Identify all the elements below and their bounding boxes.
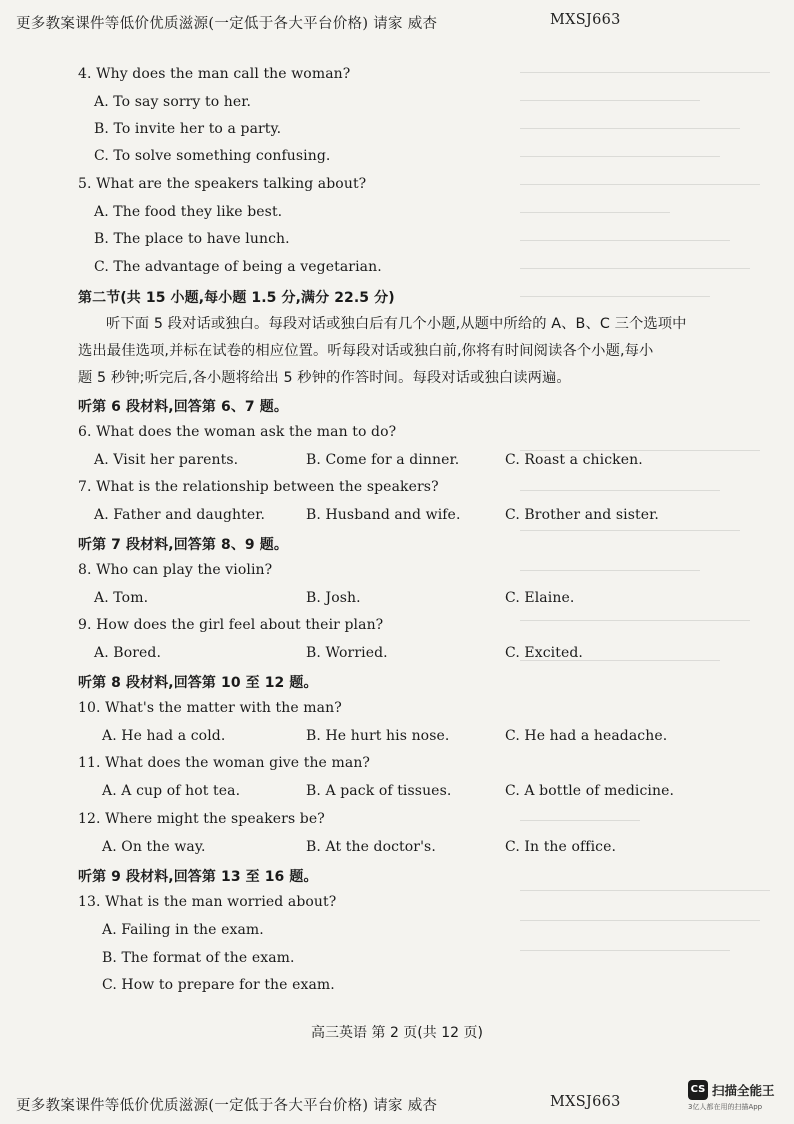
q5-option-c: C. The advantage of being a vegetarian. (94, 259, 382, 275)
question-4: 4. Why does the man call the woman? (78, 66, 351, 82)
q8-option-a: A. Tom. (94, 590, 149, 606)
question-10: 10. What's the matter with the man? (78, 700, 342, 716)
q10-option-b: B. He hurt his nose. (306, 728, 450, 744)
question-7: 7. What is the relationship between the speakers? (78, 479, 439, 495)
material-7-label: 听第 7 段材料,回答第 8、9 题。 (78, 537, 288, 553)
brand-name: 扫描全能王 (712, 1083, 775, 1098)
section-2-title: 第二节(共 15 小题,每小题 1.5 分,满分 22.5 分) (78, 290, 395, 306)
scanner-brand (688, 1080, 792, 1114)
q7-option-b: B. Husband and wife. (306, 507, 461, 523)
top-banner (16, 12, 621, 33)
q9-option-b: B. Worried. (306, 645, 388, 661)
section-2-instructions-3: 题 5 秒钟;听完后,各小题将给出 5 秒钟的作答时间。每段对话或独白读两遍。 (78, 370, 571, 386)
q11-option-b: B. A pack of tissues. (306, 783, 452, 799)
question-11: 11. What does the woman give the man? (78, 755, 371, 771)
q12-option-b: B. At the doctor's. (306, 839, 436, 855)
q6-option-a: A. Visit her parents. (94, 452, 239, 468)
question-6: 6. What does the woman ask the man to do? (78, 424, 397, 440)
q5-option-b: B. The place to have lunch. (94, 231, 290, 247)
material-6-label: 听第 6 段材料,回答第 6、7 题。 (78, 399, 288, 415)
bleed-through-texture (520, 60, 790, 1020)
q8-option-b: B. Josh. (306, 590, 361, 606)
q12-option-a: A. On the way. (102, 839, 206, 855)
q10-option-c: C. He had a headache. (505, 728, 668, 744)
q13-option-b: B. The format of the exam. (102, 950, 295, 966)
material-9-label: 听第 9 段材料,回答第 13 至 16 题。 (78, 869, 318, 885)
q12-option-c: C. In the office. (505, 839, 617, 855)
q4-option-b: B. To invite her to a party. (94, 121, 282, 137)
q11-option-c: C. A bottle of medicine. (505, 783, 675, 799)
camscanner-logo-icon: CS (688, 1080, 708, 1100)
q9-option-c: C. Excited. (505, 645, 583, 661)
material-8-label: 听第 8 段材料,回答第 10 至 12 题。 (78, 675, 318, 691)
q6-option-b: B. Come for a dinner. (306, 452, 460, 468)
question-5: 5. What are the speakers talking about? (78, 176, 367, 192)
q13-option-c: C. How to prepare for the exam. (102, 977, 335, 993)
q4-option-c: C. To solve something confusing. (94, 148, 331, 164)
q8-option-c: C. Elaine. (505, 590, 575, 606)
bottom-banner (16, 1094, 621, 1115)
section-2-instructions-2: 选出最佳选项,并标在试卷的相应位置。听每段对话或独白前,你将有时间阅读各个小题,每小 (78, 343, 654, 359)
q6-option-c: C. Roast a chicken. (505, 452, 643, 468)
section-2-instructions-1: 听下面 5 段对话或独白。每段对话或独白后有几个小题,从题中所给的 A、B、C 三个选项中 (106, 316, 687, 332)
question-13: 13. What is the man worried about? (78, 894, 337, 910)
q11-option-a: A. A cup of hot tea. (102, 783, 241, 799)
q5-option-a: A. The food they like best. (94, 204, 283, 220)
q7-option-a: A. Father and daughter. (94, 507, 266, 523)
question-9: 9. How does the girl feel about their plan? (78, 617, 384, 633)
q4-option-a: A. To say sorry to her. (94, 94, 252, 110)
banner-code: MXSJ663 (550, 12, 621, 28)
q13-option-a: A. Failing in the exam. (102, 922, 264, 938)
question-12: 12. Where might the speakers be? (78, 811, 325, 827)
banner-text: 更多教案课件等低价优质滋源(一定低于各大平台价格) 请家 威杏 (16, 1098, 438, 1114)
q9-option-a: A. Bored. (94, 645, 162, 661)
banner-text: 更多教案课件等低价优质滋源(一定低于各大平台价格) 请家 威杏 (16, 16, 438, 32)
banner-code: MXSJ663 (550, 1094, 621, 1110)
q10-option-a: A. He had a cold. (102, 728, 226, 744)
q7-option-c: C. Brother and sister. (505, 507, 659, 523)
page-number-footer: 高三英语 第 2 页(共 12 页) (311, 1025, 483, 1041)
question-8: 8. Who can play the violin? (78, 562, 273, 578)
brand-tagline: 3亿人都在用的扫描App (688, 1103, 763, 1111)
